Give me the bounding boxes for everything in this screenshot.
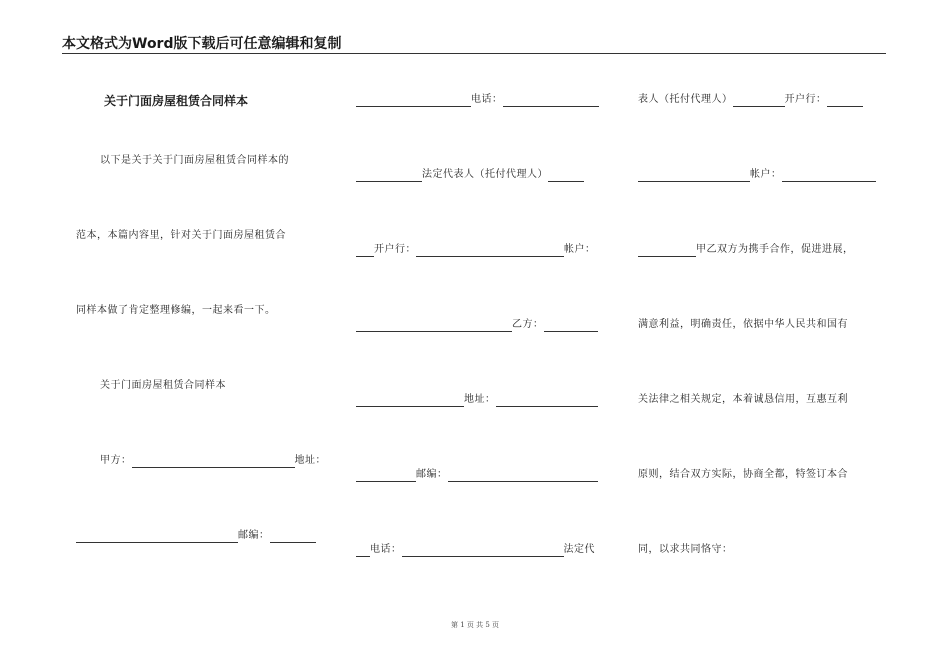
line-text: 甲乙双方为携手合作，促进进展， <box>696 244 854 255</box>
paragraph-line <box>638 543 886 557</box>
paragraph-line <box>76 229 324 243</box>
phone-value-blank <box>356 172 422 182</box>
party-b-line <box>356 318 604 332</box>
bank-line <box>356 243 604 257</box>
bank-label: 开户行： <box>374 244 416 255</box>
phone-blank <box>503 97 599 107</box>
phone-line <box>356 93 604 107</box>
document-banner: 本文格式为Word版下载后可任意编辑和复制 <box>62 36 342 52</box>
column-3 <box>638 0 886 672</box>
line-text: 满意利益，明确责任，依据中华人民共和国有 <box>638 319 848 330</box>
legal-rep-value-blank <box>356 247 374 257</box>
phone-label: 电话： <box>370 544 402 555</box>
paragraph-line <box>76 154 348 168</box>
bank-label: 开户行： <box>784 94 827 105</box>
party-a-blank <box>132 458 295 468</box>
party-b-label: 乙方： <box>512 319 544 330</box>
account-value-blank <box>638 247 696 257</box>
paragraph-line <box>638 468 886 482</box>
party-a-line <box>76 454 348 468</box>
account-blank <box>782 172 876 182</box>
account-label: 帐户： <box>564 244 596 255</box>
phone-line <box>356 543 604 557</box>
account-blank <box>356 322 512 332</box>
paragraph-line <box>638 318 886 332</box>
postcode-label: 邮编： <box>416 469 448 480</box>
paragraph-line <box>638 243 886 257</box>
party-a-label: 甲方： <box>100 455 132 466</box>
section-heading <box>76 379 348 393</box>
postcode-blank <box>270 533 316 543</box>
phone-blank <box>402 547 564 557</box>
account-label: 帐户： <box>750 169 782 180</box>
bank-blank <box>416 247 564 257</box>
legal-rep-label: 法定代表人（托付代理人） <box>422 169 548 180</box>
address-line <box>356 393 604 407</box>
line-text: 关于门面房屋租赁合同样本 <box>100 380 226 391</box>
column-1 <box>76 0 324 672</box>
line-text: 原则，结合双方实际，协商全都，特签订本合 <box>638 469 848 480</box>
party-b-blank <box>544 322 598 332</box>
postcode-line <box>356 468 604 482</box>
postcode-label: 邮编： <box>238 530 270 541</box>
paragraph-line <box>638 393 886 407</box>
line-text: 以下是关于关于门面房屋租赁合同样本的 <box>100 155 289 166</box>
line-text: 同样本做了肯定整理修编，一起来看一下。 <box>76 305 276 316</box>
column-2 <box>356 0 604 672</box>
address-label: 地址： <box>294 455 326 466</box>
page-number: 第 1 页 共 5 页 <box>450 621 500 629</box>
legal-rep-blank <box>548 172 584 182</box>
paragraph-line <box>76 304 324 318</box>
address-label: 地址： <box>464 394 496 405</box>
legal-rep-line <box>356 168 604 182</box>
postcode-line <box>76 529 324 543</box>
account-line <box>638 168 886 182</box>
legal-rep-label: 表人（托付代理人） <box>638 94 733 105</box>
postcode-value-blank <box>356 547 370 557</box>
legal-rep-label: 法定代 <box>563 544 595 555</box>
postcode-value-blank <box>356 97 471 107</box>
phone-label: 电话： <box>471 94 503 105</box>
address-blank <box>496 397 598 407</box>
postcode-blank <box>448 472 598 482</box>
party-b-value-blank <box>356 397 464 407</box>
line-text: 范本，本篇内容里，针对关于门面房屋租赁合 <box>76 230 286 241</box>
address-blank <box>76 533 238 543</box>
bank-value-blank <box>638 172 750 182</box>
line-text: 关法律之相关规定，本着诚恳信用，互惠互利 <box>638 394 848 405</box>
bank-blank <box>827 97 863 107</box>
line-text: 同，以求共同恪守： <box>638 544 733 555</box>
document-title: 关于门面房屋租赁合同样本 <box>104 94 249 108</box>
address-value-blank <box>356 472 416 482</box>
legal-rep-line <box>638 93 886 107</box>
legal-rep-blank <box>733 97 785 107</box>
